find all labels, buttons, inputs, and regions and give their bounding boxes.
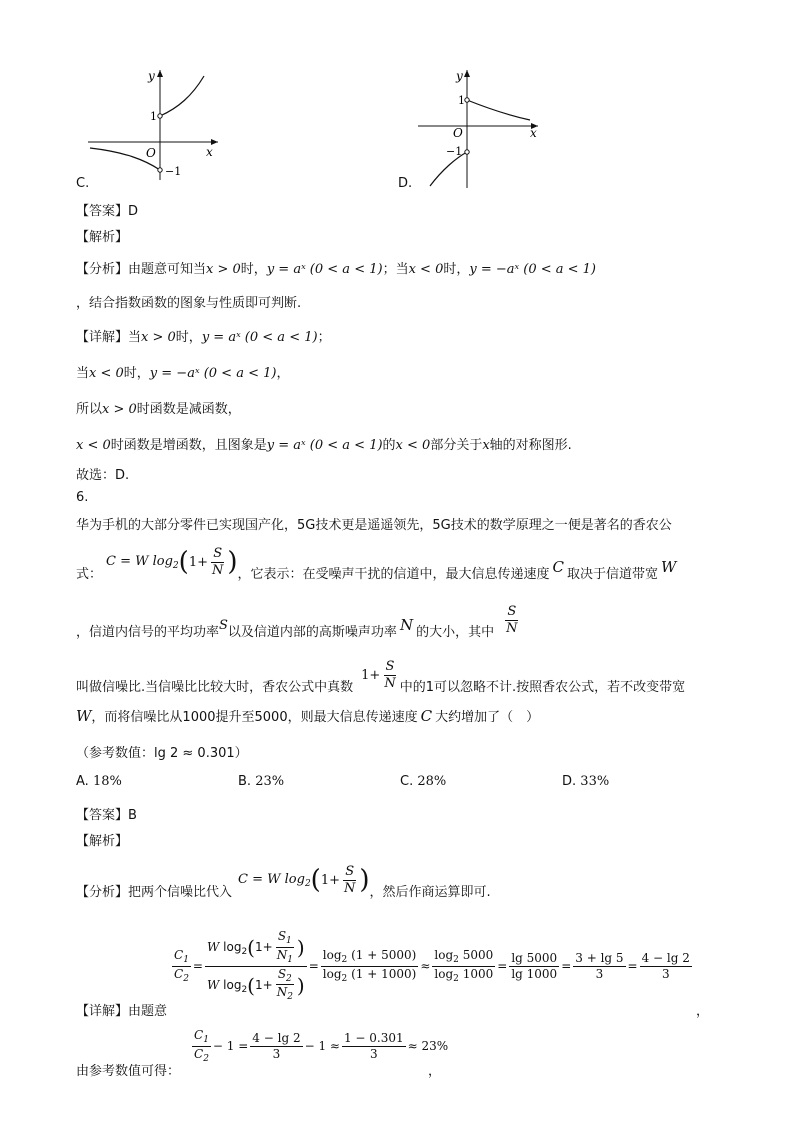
q5-d4-x: x: [482, 438, 490, 453]
q5-detail-line2: [76, 362, 289, 381]
q6-log-frac: $\frac{\log_2 (1 + 5000)}{\log_2 (1 + 1000)}$: [322, 947, 417, 984]
q6-trailing-comma: ，: [696, 1004, 710, 1019]
q6-ratio-frac: W $\log_2(1+$ $\frac{S_1}{N_1}$ ) W $\log_2(1+$ $\frac{S_2}{N_2}$ ): [206, 928, 305, 1003]
q5-dang: 当: [128, 330, 142, 345]
q6-choice-d: D. 33%: [562, 774, 610, 789]
graph-c-one: 1: [150, 110, 157, 123]
q5-d2-dang: 当: [76, 366, 90, 381]
q5-detail-line3: [76, 398, 241, 417]
graph-d-y: y: [456, 69, 463, 83]
graph-c: [70, 62, 230, 192]
graph-d-x: x: [530, 126, 537, 140]
q6-var-c: C: [552, 558, 565, 576]
q5-d4-eq: y = aˣ (0 < a < 1): [266, 438, 383, 453]
q6-p5b: ，而将信噪比从1000提升至5000，则最大信息传递速度: [91, 710, 418, 725]
graph-d-label: D.: [398, 176, 413, 191]
q6-number: 6.: [76, 490, 89, 505]
q6-var-w2: W: [76, 707, 92, 725]
q5-d3-post: 时函数是减函数，: [136, 402, 241, 417]
q6-p4b: 中的1可以忽略不计.按照香农公式，若不改变带宽: [399, 679, 686, 695]
q5-fenxi-line2: ，结合指数函数的图象与性质即可判断.: [76, 296, 302, 311]
q5-semi-dang: ；当: [382, 262, 409, 277]
q6-fenxi-tag: 【分析】: [76, 884, 129, 900]
q6-fenxi-post: ，然后作商运算即可.: [369, 884, 491, 900]
q6-p4: 叫做信噪比.当信噪比比较大时，香农公式中真数: [76, 679, 354, 695]
q6-fenxi-formula: C = W $\log_2$: [238, 871, 311, 889]
q5-d3-pre: 所以: [76, 402, 103, 417]
q6-r2-frac: $\frac{4 - \lg 2}{3}$: [641, 951, 690, 981]
q6-xiangjie-text: 由题意: [128, 1004, 168, 1019]
q5-d4-de: 的: [382, 438, 396, 453]
q6-true-num: 1+: [361, 667, 381, 683]
q6-p1: 华为手机的大部分零件已实现国产化，5G技术更是遥遥领先，5G技术的数学原理之一便是著名的香农公: [76, 518, 672, 533]
q6-last-comma: ，: [428, 1064, 442, 1079]
q5-d2-eq: y = −aˣ (0 < a < 1): [149, 366, 277, 381]
q6-p4-line: 叫做信噪比.当信噪比比较大时，香农公式中真数 1+ $\frac{S}{N}$ 中的1可以忽略不计.按照香农公式，若不改变带宽: [76, 658, 686, 695]
q6-choice-c: C. 28%: [400, 774, 447, 789]
q6-shi: 式：: [76, 566, 103, 582]
q6-fenxi-text: 把两个信噪比代入: [128, 884, 233, 900]
q6-var-s: S: [219, 617, 228, 633]
q6-ref: （参考数值：lg 2 ≈ 0.301）: [76, 746, 248, 761]
q5-fenxi-line: [76, 258, 596, 277]
q6-snr-frac: $\frac{S}{N}$: [506, 603, 518, 636]
q5-shi-2: 时，: [443, 262, 470, 277]
q6-formula-line: 式： C = W $\log_2$ ( 1+ $\frac{S}{N}$ ) ，它表示：在受噪声干扰的信道中，最大信息传递速度 C 取决于信道带宽 W: [76, 545, 677, 582]
q5-d2-shi: 时，: [123, 366, 150, 381]
q5-xiangjie-tag: 【详解】: [76, 330, 129, 345]
q6-r1-frac: $\frac{3 + \lg 5}{3}$: [575, 951, 624, 981]
q5-detail-line4: [76, 434, 572, 453]
q6-detail-eq: $\frac{C_1}{C_2}$ = W $\log_2(1+$ $\frac{S_1}{N_1}$ ) W $\log_2(1+$ $\frac{S_2}{N_2}$ ) = $\frac{\log_2 (1 + 5000)}{\log_2 (1 + 1000)}$ ≈ $\frac{\log_2 5000}{\log_2 1000}$ = $\frac{\lg 5000}{\lg 1000}$ = $\frac{3 + \lg 5}{3}$ = $\frac{4 - \lg 2}{3}$: [174, 928, 690, 1003]
graph-c-neg-one: −1: [165, 165, 182, 178]
q6-p3c: 的大小，其中: [416, 624, 495, 640]
q6-formula: C = W $\log_2$: [106, 553, 179, 571]
q6-formula-frac: $\frac{S}{N}$: [211, 545, 224, 578]
q5-jiexi-tag: 【解析】: [76, 230, 129, 245]
q5-eq-pos: y = aˣ (0 < a < 1): [266, 262, 383, 277]
q5-d1-shi: 时，: [175, 330, 202, 345]
graph-c-y: y: [148, 69, 155, 83]
q6-choice-b: B. 23%: [238, 774, 285, 789]
q6-answer-tag: 【答案】B: [76, 808, 137, 823]
q5-shi: 时，: [240, 262, 267, 277]
q6-last-pre: 由参考数值可得：: [76, 1064, 181, 1079]
q5-d2-comma: ，: [276, 366, 290, 381]
q5-d4-cond2: x < 0: [395, 438, 431, 453]
q5-eq-neg: y = −aˣ (0 < a < 1): [469, 262, 597, 277]
q6-xiangjie-line: [76, 1000, 167, 1019]
graph-d-one: 1: [458, 94, 465, 107]
q6-xiangjie-tag: 【详解】: [76, 1004, 129, 1019]
graph-c-origin: O: [146, 146, 156, 160]
q6-p5-line: [76, 706, 539, 725]
q5-d4-post-a: 部分关于: [430, 438, 483, 453]
graph-d: [412, 62, 552, 192]
q6-var-n: N: [399, 616, 414, 634]
graph-d-neg-one: −1: [446, 145, 463, 158]
q6-var-c2: C: [420, 707, 433, 725]
graph-c-svg: [70, 62, 230, 192]
graph-d-origin: O: [453, 126, 463, 140]
q5-d3-cond: x > 0: [102, 402, 137, 417]
q6-var-w: W: [661, 558, 677, 576]
q6-formula-paren: (: [178, 547, 189, 577]
q6-p3b: 以及信道内部的高斯噪声功率: [227, 624, 397, 640]
q5-d1-eq: y = aˣ (0 < a < 1): [201, 330, 318, 345]
q6-jiexi-tag: 【解析】: [76, 834, 129, 849]
q6-c1c2: $\frac{C_1}{C_2}$: [174, 947, 189, 984]
q5-fenxi-tag: 【分析】: [76, 262, 129, 277]
graph-d-svg: [412, 62, 552, 192]
q5-d2-cond: x < 0: [89, 366, 124, 381]
q6-p3: ，信道内信号的平均功率: [76, 624, 220, 640]
q5-d4-mid: 时函数是增函数，且图象是: [110, 438, 267, 453]
q5-guxuan: 故选：D.: [76, 468, 130, 483]
graph-c-x: x: [206, 145, 213, 159]
q6-p5c: 大约增加了（ ）: [435, 710, 540, 725]
q6-p3-line: [76, 598, 521, 642]
q5-d1-semi: ；: [317, 330, 331, 345]
q5-answer-tag: 【答案】D: [76, 204, 139, 219]
q6-lg-frac: $\frac{\lg 5000}{\lg 1000}$: [511, 951, 558, 981]
q5-cond-neg: x < 0: [408, 262, 444, 277]
q5-cond-pos: x > 0: [206, 262, 241, 277]
q5-d4-cond: x < 0: [76, 438, 111, 453]
q6-p2: ，它表示：在受噪声干扰的信道中，最大信息传递速度: [237, 566, 550, 582]
q5-d4-post-b: 轴的对称图形.: [489, 438, 572, 453]
q5-detail-line1: [76, 326, 331, 345]
q6-p2b: 取决于信道带宽: [567, 566, 659, 582]
graph-c-label: C.: [76, 176, 90, 191]
q6-choice-a: A. 18%: [76, 774, 122, 789]
q6-last-eq: $\frac{C_1}{C_2}$ − 1 = $\frac{4 - \lg 2}{3}$ − 1 ≈ $\frac{1 - 0.301}{3}$ ≈ 23%: [194, 1027, 449, 1064]
q6-log2-frac: $\frac{\log_2 5000}{\log_2 1000}$: [434, 947, 494, 984]
q5-d1-cond: x > 0: [141, 330, 176, 345]
q6-fenxi-line: 【分析】 把两个信噪比代入 C = W $\log_2$ ( 1+ $\frac{S}{N}$ ) ，然后作商运算即可.: [76, 863, 491, 900]
q5-fenxi-text: 由题意可知当: [128, 262, 207, 277]
